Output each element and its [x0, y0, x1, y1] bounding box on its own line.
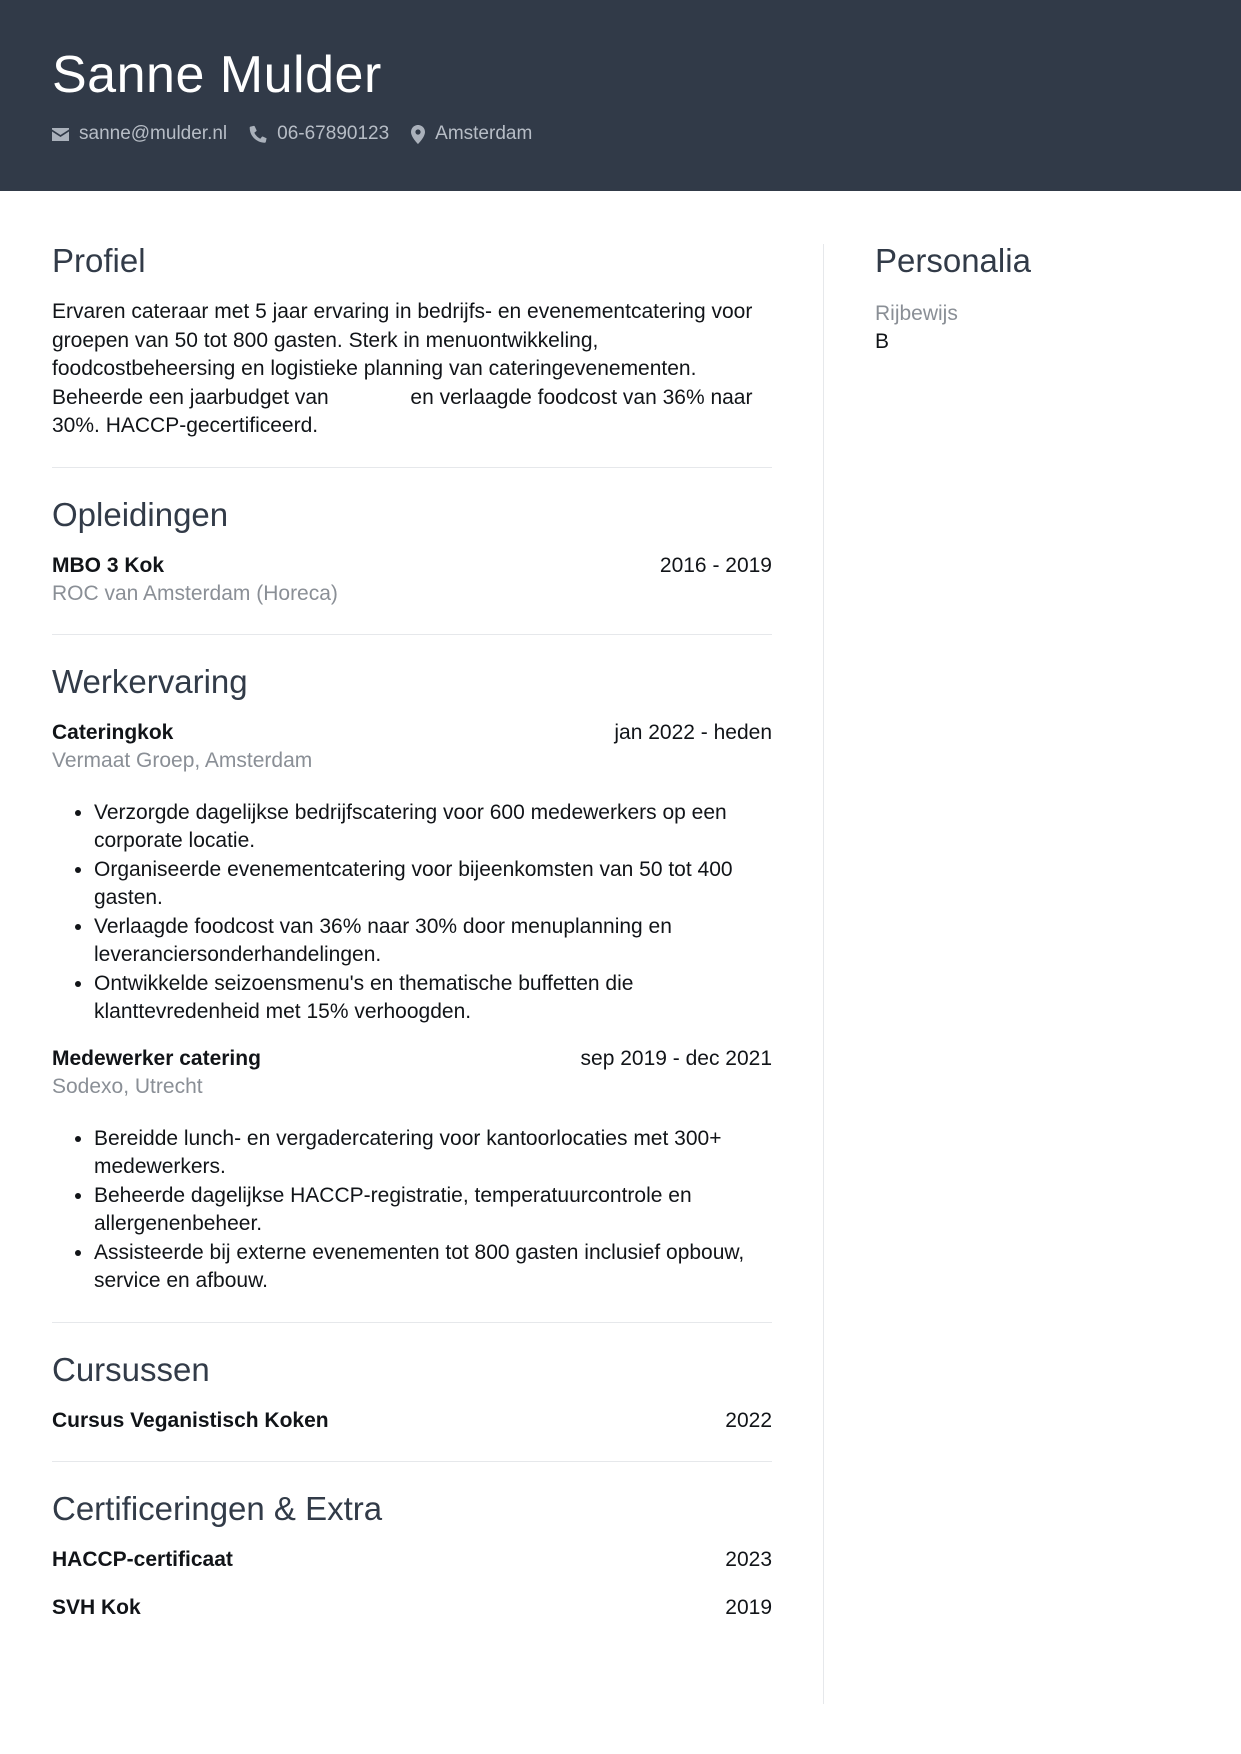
- section-divider: [52, 467, 772, 468]
- certification-date: 2019: [725, 1595, 772, 1619]
- job-employer: Sodexo, Utrecht: [52, 1074, 203, 1098]
- personal-title: Personalia: [875, 242, 1031, 279]
- certification-date: 2023: [725, 1547, 772, 1571]
- main-column: [52, 240, 772, 1622]
- certifications-title: Certificeringen & Extra: [52, 1489, 383, 1527]
- section-divider: [52, 1461, 772, 1462]
- job-title: Medewerker catering: [52, 1046, 261, 1070]
- certification-item: [52, 1546, 772, 1574]
- job-bullet: • Assisteerde bij externe evenementen tot 800 gasten inclusief opbouw, service en afbouw.: [94, 1239, 772, 1296]
- map-pin-icon: [411, 125, 425, 144]
- job-bullet: • Beheerde dagelijkse HACCP-registratie, temperatuurcontrole en allergenenbeheer.: [94, 1182, 772, 1239]
- education-degree: MBO 3 Kok: [52, 553, 165, 577]
- certification-title: HACCP-certificaat: [52, 1547, 233, 1571]
- profile-text: Ervaren cateraar met 5 jaar ervaring in bedrijfs- en evenementcatering voor groepen van 50 tot 800 gasten. Sterk in menuontwikkeling, foodcostbeheersing en logistieke planning van cateringevenementen. Beheerde een jaarbudget van en verlaagde foodcost van 36% naar 30%. HACCP-gecertificeerd.: [52, 300, 753, 438]
- envelope-icon: [52, 128, 69, 141]
- job-date: jan 2022 - heden: [614, 720, 772, 744]
- certification-item: [52, 1594, 772, 1622]
- section-divider: [52, 1322, 772, 1323]
- certification-title: SVH Kok: [52, 1595, 141, 1619]
- course-item: [52, 1407, 772, 1435]
- experience-title: Werkervaring: [52, 662, 248, 700]
- phone-icon: [249, 125, 267, 143]
- education-title: Opleidingen: [52, 495, 229, 533]
- job-bullets: [52, 799, 772, 1027]
- course-date: 2022: [725, 1408, 772, 1432]
- education-date: 2016 - 2019: [659, 553, 772, 577]
- section-divider: [52, 634, 772, 635]
- phone-text: 06-67890123: [277, 123, 390, 144]
- education-school: ROC van Amsterdam (Horeca): [52, 581, 338, 605]
- course-title: Cursus Veganistisch Koken: [52, 1408, 329, 1432]
- candidate-name: Sanne Mulder: [52, 46, 382, 104]
- contact-email[interactable]: [52, 122, 227, 146]
- profile-section: [52, 240, 772, 441]
- profile-title: Profiel: [52, 242, 146, 279]
- job-bullet: • Organiseerde evenementcatering voor bijeenkomsten van 50 tot 400 gasten.: [94, 856, 772, 913]
- resume-header: [0, 0, 1241, 191]
- experience-section: [52, 661, 772, 1296]
- contact-bar: [52, 122, 554, 146]
- personal-label: Rijbewijs: [875, 302, 958, 325]
- job-bullet: • Ontwikkelde seizoensmenu's en thematische buffetten die klanttevredenheid met 15% verhoogden.: [94, 970, 772, 1027]
- personal-value: B: [875, 330, 890, 353]
- education-item: [52, 552, 772, 608]
- education-section: [52, 494, 772, 608]
- contact-phone[interactable]: [249, 122, 389, 146]
- job-title: Cateringkok: [52, 720, 174, 744]
- contact-location: [411, 122, 532, 146]
- courses-title: Cursussen: [52, 1350, 210, 1388]
- job-date: sep 2019 - dec 2021: [580, 1046, 772, 1070]
- job-bullets: [52, 1125, 772, 1296]
- job-item: [52, 1045, 772, 1296]
- job-employer: Vermaat Groep, Amsterdam: [52, 748, 313, 772]
- courses-section: [52, 1349, 772, 1435]
- job-item: [52, 719, 772, 1027]
- email-text: sanne@mulder.nl: [79, 123, 228, 144]
- job-bullet: • Verzorgde dagelijkse bedrijfscatering voor 600 medewerkers op een corporate locatie.: [94, 799, 772, 856]
- job-bullet: • Verlaagde foodcost van 36% naar 30% door menuplanning en leveranciersonderhandelingen.: [94, 913, 772, 970]
- certifications-section: [52, 1488, 772, 1622]
- location-text: Amsterdam: [435, 123, 533, 144]
- job-bullet: • Bereidde lunch- en vergadercatering voor kantoorlocaties met 300+ medewerkers.: [94, 1125, 772, 1182]
- sidebar-column: [875, 240, 1205, 356]
- column-divider: [823, 244, 824, 1704]
